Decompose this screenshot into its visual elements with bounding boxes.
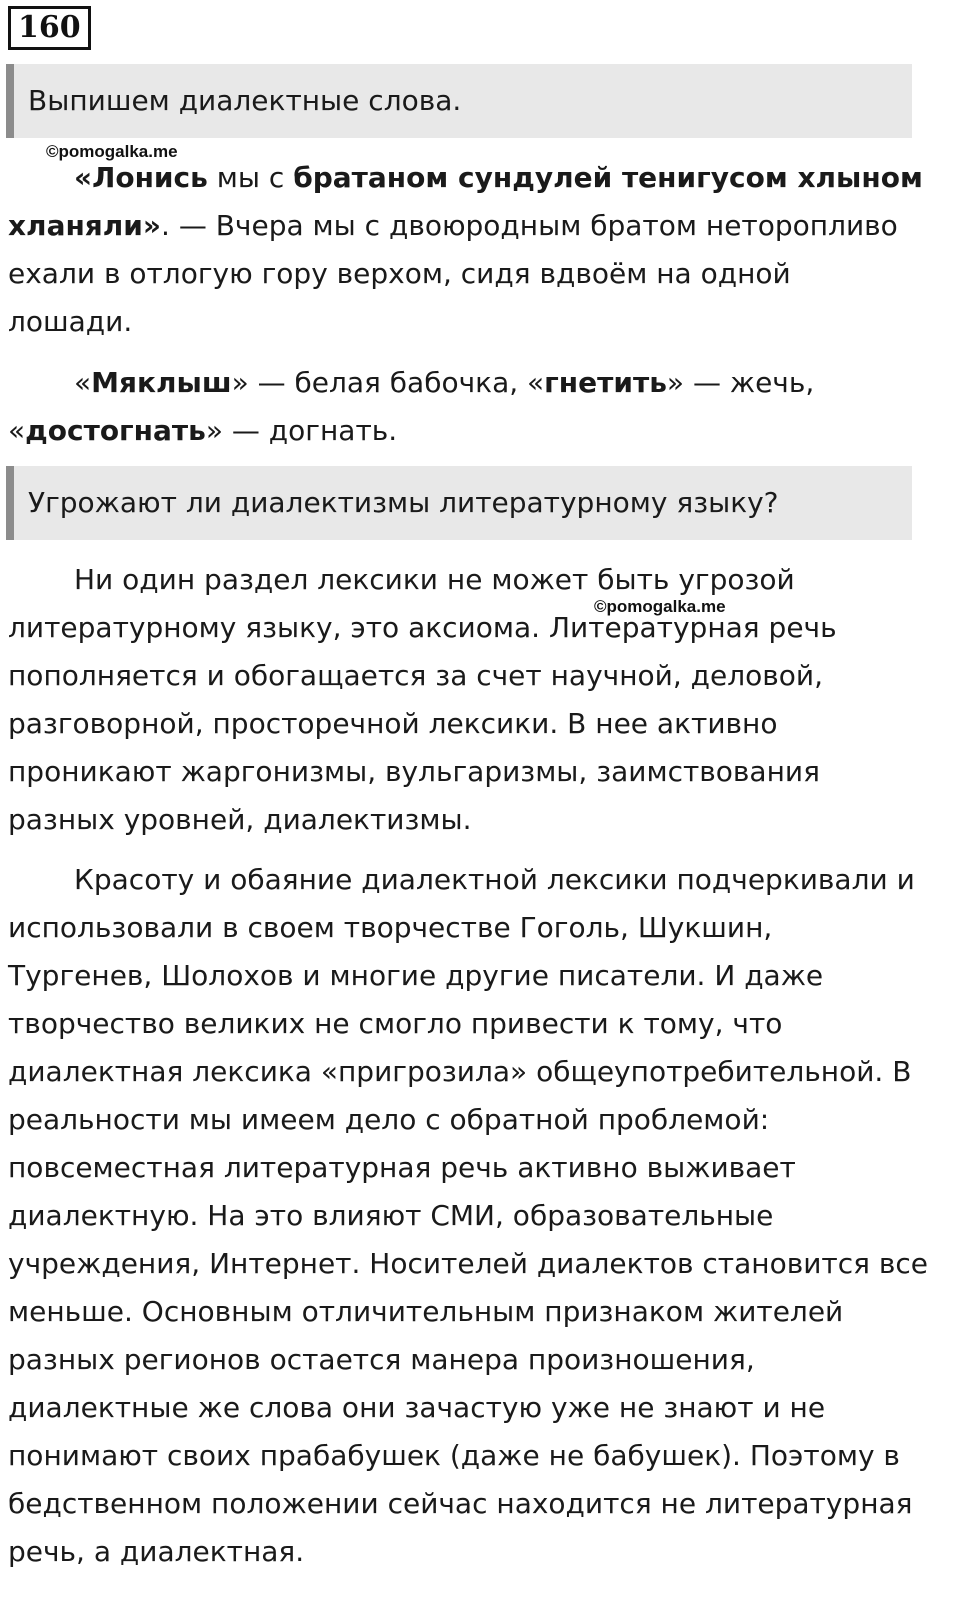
section-heading-question: Угрожают ли диалектизмы литературному языку? [6, 466, 912, 540]
text-line: лошади. [8, 305, 133, 338]
text-line: диалектную. На это влияют СМИ, образовательные [8, 1199, 774, 1232]
text-line: разных регионов остается манера произношения, [8, 1343, 755, 1376]
text-line: понимают своих прабабушек (даже не бабушек). Поэтому в [8, 1439, 900, 1472]
text-line: бедственном положении сейчас находится не литературная [8, 1487, 913, 1520]
paragraph-dialect-words-list [8, 359, 938, 455]
text-line: диалектные же слова они зачастую уже не знают и не [8, 1391, 826, 1424]
text-line: литературному языку, это аксиома. Литературная речь [8, 611, 837, 644]
paragraph-answer-1 [8, 556, 938, 844]
text-line: хланяли». — Вчера мы с двоюродным братом неторопливо [8, 209, 898, 242]
text-line: Тургенев, Шолохов и многие другие писатели. И даже [8, 959, 824, 992]
paragraph-dialect-example [8, 154, 938, 346]
text-line: разных уровней, диалектизмы. [8, 803, 472, 836]
text-line: ехали в отлогую гору верхом, сидя вдвоём на одной [8, 257, 791, 290]
text-line: использовали в своем творчестве Гоголь, Шукшин, [8, 911, 773, 944]
text-line: пополняется и обогащается за счет научной, деловой, [8, 659, 823, 692]
text-line: меньше. Основным отличительным признаком жителей [8, 1295, 844, 1328]
watermark-top: ©pomogalka.me [46, 142, 178, 161]
text-line: «достогнать» — догнать. [8, 414, 398, 447]
text-line: творчество великих не смогло привести к тому, что [8, 1007, 783, 1040]
text-line: речь, а диалектная. [8, 1535, 305, 1568]
text-line: повсеместная литературная речь активно выживает [8, 1151, 796, 1184]
text-line: «Мяклыш» — белая бабочка, «гнетить» — жечь, [74, 366, 815, 399]
paragraph-answer-2 [8, 856, 938, 1576]
text-line: Красоту и обаяние диалектной лексики подчеркивали и [74, 863, 915, 896]
text-line: проникают жаргонизмы, вульгаризмы, заимствования [8, 755, 820, 788]
text-line: реальности мы имеем дело с обратной проблемой: [8, 1103, 770, 1136]
text-line: «Лонись мы с братаном сундулей тенигусом хлыном [74, 161, 923, 194]
watermark-middle: ©pomogalka.me [594, 597, 726, 616]
text-line: учреждения, Интернет. Носителей диалектов становится все [8, 1247, 928, 1280]
text-line: диалектная лексика «пригрозила» общеупотребительной. В [8, 1055, 912, 1088]
section-heading-dialect-words: Выпишем диалектные слова. [6, 64, 912, 138]
text-line: разговорной, просторечной лексики. В нее активно [8, 707, 778, 740]
task-number: 160 [8, 6, 91, 50]
text-line: Ни один раздел лексики не может быть угрозой [74, 563, 795, 596]
